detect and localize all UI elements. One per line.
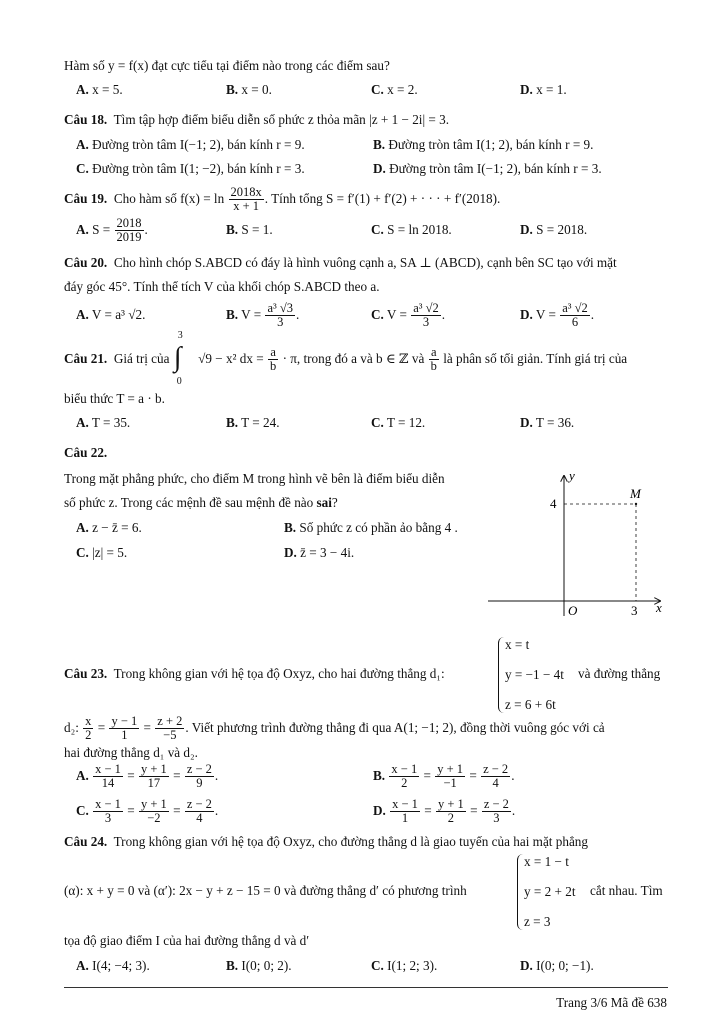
- q24-stem-line2: (α): x + y = 0 và (α′): 2x − y + z − 15 = 0 và đường thẳng d′ có phương trình: [64, 883, 467, 898]
- q17-stem: Hàm số y = f(x) đạt cực tiểu tại điểm nào trong các điểm sau?: [64, 58, 390, 73]
- q17-option-c: C. x = 2.: [371, 82, 418, 97]
- q23-stem-line3: hai đường thẳng d₁ và d₂.: [64, 745, 198, 760]
- q22-option-c: C. |z| = 5.: [76, 545, 128, 560]
- q20-option-c: C. V = $\frac{\text{a³ √2}}{3}$ .: [371, 301, 446, 330]
- q22-stem-line2: số phức z. Trong các mệnh đề sau mệnh đề nào sai?: [64, 495, 338, 510]
- q21-stem-line2: biểu thức T = a · b.: [64, 391, 165, 406]
- q23-stem-post: và đường thẳng: [578, 666, 661, 681]
- q22-option-d: D. z̄ = 3 − 4i.: [284, 545, 355, 560]
- q20-option-d: D. V = $\frac{\text{a³ √2}}{6}$ .: [520, 301, 595, 330]
- q21-option-b: B. T = 24.: [226, 415, 280, 430]
- q19-option-a: A. S = $\frac{2018}{2019}$ .: [76, 216, 148, 245]
- footer-rule: [64, 987, 668, 988]
- q21-option-d: D. T = 36.: [520, 415, 575, 430]
- q17-option-b: B. x = 0.: [226, 82, 272, 97]
- q24-option-a: A. I(4; −4; 3).: [76, 958, 150, 973]
- q23-option-c: C. $\frac{x - 1}{3}$ = $\frac{y + 1}{-2}$ = $\frac{z - 2}{4}$ .: [76, 797, 219, 826]
- q19-option-d: D. S = 2018.: [520, 222, 588, 237]
- q24-system-brace: [517, 854, 524, 930]
- q23-stem: Câu 23. Trong không gian với hệ tọa độ Oxyz, cho hai đường thẳng d₁:: [64, 666, 445, 681]
- q23-option-d: D. $\frac{x - 1}{1}$ = $\frac{y + 1}{2}$ = $\frac{z - 2}{3}$ .: [373, 797, 516, 826]
- origin-label: O: [568, 603, 578, 618]
- q20-stem-line2: đáy góc 45°. Tính thể tích V của khối chóp S.ABCD theo a.: [64, 279, 380, 294]
- q19-fraction: $\frac{2018x}{x + 1}$: [230, 185, 262, 214]
- q23-option-b: B. $\frac{x - 1}{2}$ = $\frac{y + 1}{-1}$ = $\frac{z - 2}{4}$ .: [373, 762, 515, 791]
- q18-option-b: B. Đường tròn tâm I(1; 2), bán kính r = 9.: [373, 137, 594, 152]
- q21-integral: 3 ∫ 0: [173, 329, 183, 387]
- q24-stem-line1: Câu 24. Trong không gian với hệ tọa độ Oxyz, cho đường thẳng d là giao tuyến của hai mặt phẳng: [64, 834, 588, 849]
- q22-stem-line1: Trong mặt phẳng phức, cho điểm M trong hình vẽ bên là điểm biểu diễn: [64, 471, 445, 486]
- q22-label: Câu 22.: [64, 445, 108, 460]
- q22-option-b: B. Số phức z có phần ảo bằng 4 .: [284, 520, 458, 535]
- q24-stem-post: cắt nhau. Tìm: [590, 883, 663, 898]
- q24-option-b: B. I(0; 0; 2).: [226, 958, 292, 973]
- q24-option-c: C. I(1; 2; 3).: [371, 958, 438, 973]
- point-m: [635, 503, 637, 505]
- q22-complex-plane-figure: [480, 466, 680, 626]
- q21-stem: Câu 21. Giá trị của 3 ∫ 0 √9 − x² dx = $\frac{a}{b}$ · π, trong đó a và b ∈ ℤ và $\frac{a}{b}$ là phân số tối giản. Tính giá trị của: [64, 329, 628, 387]
- q19-option-b: B. S = 1.: [226, 222, 273, 237]
- q20-option-b: B. V = $\frac{\text{a³ √3}}{3}$ .: [226, 301, 300, 330]
- y-tick-label: 4: [550, 496, 557, 511]
- y-axis-label: y: [569, 468, 575, 483]
- q18-option-c: C. Đường tròn tâm I(1; −2), bán kính r = 3.: [76, 161, 305, 176]
- q20-option-a: A. V = a³ √2.: [76, 307, 146, 322]
- point-m-label: M: [630, 486, 641, 501]
- q23-option-a: A. $\frac{x - 1}{14}$ = $\frac{y + 1}{17}$ = $\frac{z - 2}{9}$ .: [76, 762, 219, 791]
- q18-stem: Câu 18. Tìm tập hợp điểm biểu diễn số phức z thỏa mãn |z + 1 − 2i| = 3.: [64, 112, 450, 127]
- q24-stem-line3: tọa độ giao điểm I của hai đường thẳng d và d′: [64, 933, 310, 948]
- q23-system-brace: [498, 637, 505, 713]
- q24-option-d: D. I(0; 0; −1).: [520, 958, 594, 973]
- q22-option-a: A. z − z̄ = 6.: [76, 520, 142, 535]
- q20-stem-line1: Câu 20. Cho hình chóp S.ABCD có đáy là hình vuông cạnh a, SA ⊥ (ABCD), cạnh bên SC tạo với mặt: [64, 255, 617, 270]
- q19-option-c: C. S = ln 2018.: [371, 222, 452, 237]
- q17-option-d: D. x = 1.: [520, 82, 567, 97]
- q21-option-a: A. T = 35.: [76, 415, 131, 430]
- q23-d2-line: d₂: $\frac{x}{2}$ = $\frac{y - 1}{1}$ = $\frac{z + 2}{-5}$ . Viết phương trình đường thẳng đi qua A(1; −1; 2), đồng thời vuông góc với cả: [64, 714, 605, 743]
- q21-option-c: C. T = 12.: [371, 415, 426, 430]
- q19-stem: Câu 19. Cho hàm số f(x) = ln $\frac{2018x}{x + 1}$ . Tính tổng S = f′(1) + f′(2) + · · · + f′(2018).: [64, 185, 501, 214]
- q18-option-a: A. Đường tròn tâm I(−1; 2), bán kính r = 9.: [76, 137, 305, 152]
- q18-option-d: D. Đường tròn tâm I(−1; 2), bán kính r = 3.: [373, 161, 602, 176]
- x-axis-label: x: [656, 600, 662, 615]
- x-tick-label: 3: [631, 603, 638, 618]
- footer-page-label: Trang 3/6 Mã đề 638: [556, 995, 667, 1010]
- q17-option-a: A. x = 5.: [76, 82, 123, 97]
